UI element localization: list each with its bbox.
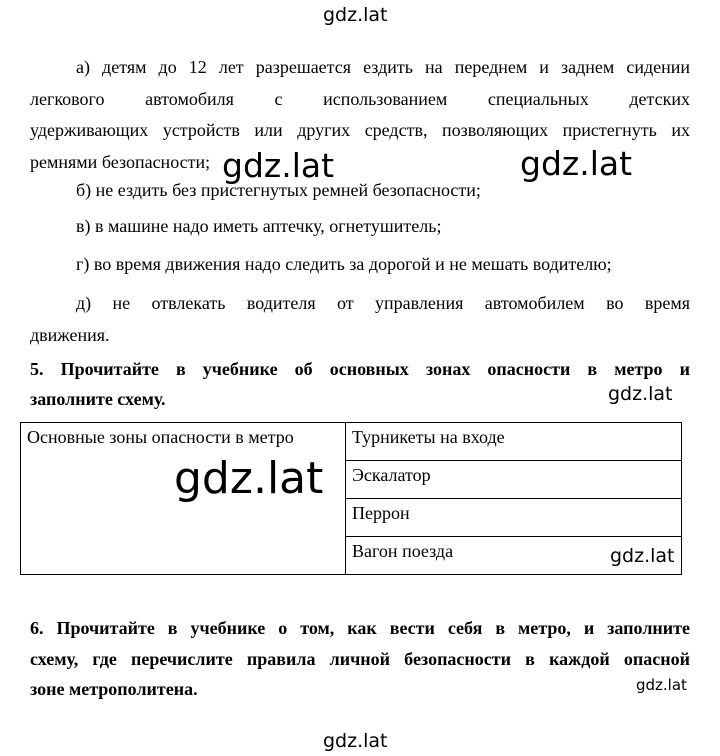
item-a-line2: легкового автомобиля с использованием специальных детских <box>30 88 690 109</box>
task6-line1: 6. Прочитайте в учебнике о том, как вести себя в метро, и заполните <box>30 618 690 638</box>
task5-line1: 5. Прочитайте в учебнике об основных зонах опасности в метро и <box>30 359 690 379</box>
item-a-line4: ремнями безопасности; <box>30 151 211 172</box>
task6-line3: зоне метрополитена. <box>30 679 198 699</box>
item-d <box>30 288 690 351</box>
zone-turnstiles: Турникеты на входе <box>346 423 682 461</box>
task5-line2: заполните схему. <box>30 389 166 409</box>
zone-platform: Перрон <box>346 499 682 537</box>
watermark-task6: gdz.lat <box>636 676 687 694</box>
zone-escalator: Эскалатор <box>346 461 682 499</box>
watermark-task5: gdz.lat <box>608 383 673 405</box>
zone-train-car: Вагон поезда <box>346 537 682 575</box>
scheme-title-cell <box>21 423 346 575</box>
task6-heading <box>30 613 690 705</box>
item-a <box>30 52 690 178</box>
watermark-mid-left: gdz.lat <box>222 146 335 185</box>
scheme-title: Основные зоны опасности в метро <box>27 427 294 447</box>
item-a-line1: а) детям до 12 лет разрешается ездить на переднем и заднем сидении <box>76 57 690 77</box>
table-row <box>21 423 682 461</box>
task6-line2: схему, где перечислите правила личной безопасности в каждой опасной <box>30 648 690 669</box>
danger-zones-scheme <box>20 422 682 575</box>
item-d-line2: движения. <box>30 324 110 345</box>
item-a-line3: удерживающих устройств или других средств, позволяющих пристегнуть их <box>30 120 690 140</box>
item-b: б) не ездить без пристегнутых ремней безопасности; <box>76 180 481 200</box>
watermark-mid-right: gdz.lat <box>520 144 633 183</box>
item-d-line1: д) не отвлекать водителя от управления автомобилем во время <box>76 293 690 313</box>
watermark-top: gdz.lat <box>323 4 388 26</box>
watermark-table-small: gdz.lat <box>610 545 675 567</box>
watermark-table-large: gdz.lat <box>174 453 324 504</box>
task5-heading <box>30 354 690 414</box>
item-g: г) во время движения надо следить за дорогой и не мешать водителю; <box>76 254 612 274</box>
watermark-bottom: gdz.lat <box>323 730 388 752</box>
item-v: в) в машине надо иметь аптечку, огнетушитель; <box>76 216 442 236</box>
